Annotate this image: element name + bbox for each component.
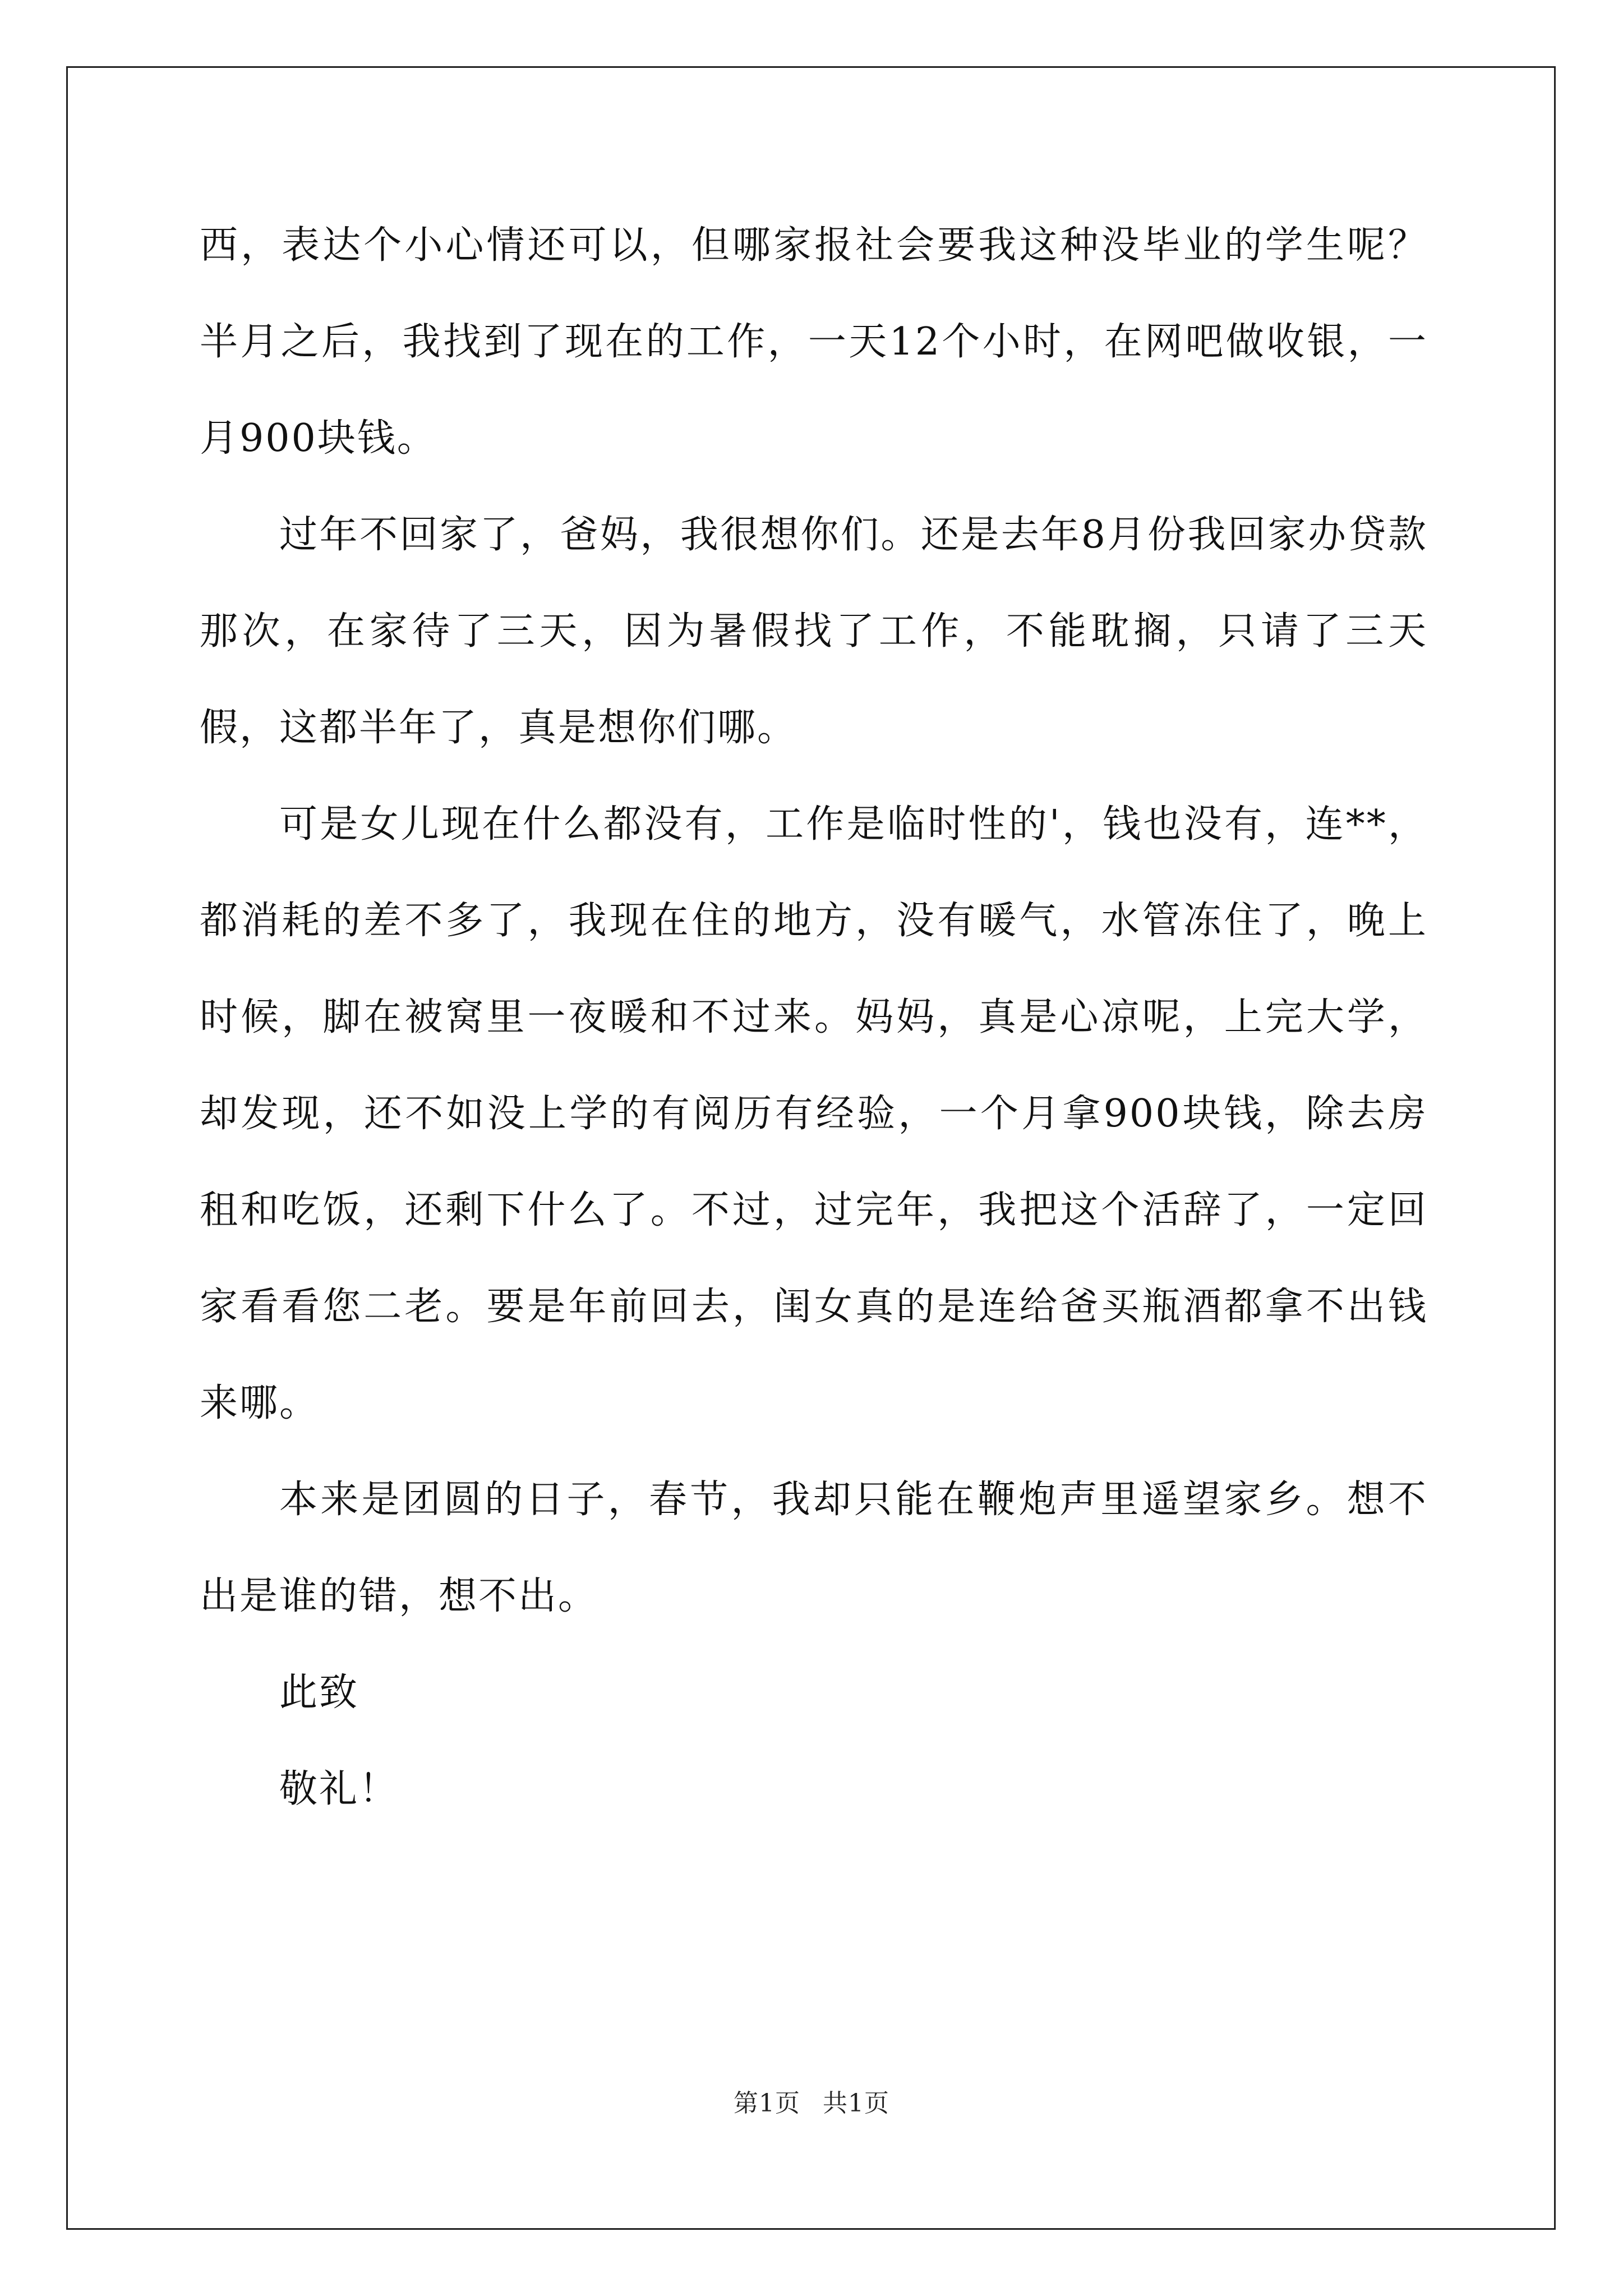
closing-salutation: 此致 <box>279 1671 359 1715</box>
paragraph-2: 过年不回家了，爸妈，我很想你们。还是去年8月份我回家办贷款那次，在家待了三天，因为暑假找了工作，不能耽搁，只请了三天假，这都半年了，真是想你们哪。 <box>200 513 1428 750</box>
page-number: 第1页 <box>734 2089 800 2118</box>
page-footer <box>0 2087 1623 2120</box>
paragraph-3: 可是女儿现在什么都没有，工作是临时性的'，钱也没有，连**，都消耗的差不多了，我现在住的地方，没有暖气，水管冻住了，晚上时候，脚在被窝里一夜暖和不过来。妈妈，真是心凉呢，上完大学，却发现，还不如没上学的有阅历有经验，一个月拿900块钱，除去房租和吃饭，还剩下什么了。不过，过完年，我把这个活辞了，一定回家看看您二老。要是年前回去，闺女真的是连给爸买瓶酒都拿不出钱来哪。 <box>200 802 1428 1425</box>
paragraph-4: 本来是团圆的日子，春节，我却只能在鞭炮声里遥望家乡。想不出是谁的错，想不出。 <box>200 1478 1428 1618</box>
closing-regards: 敬礼！ <box>279 1767 399 1811</box>
paragraph-1: 西，表达个小心情还可以，但哪家报社会要我这种没毕业的学生呢？半月之后，我找到了现在的工作，一天12个小时，在网吧做收银，一月900块钱。 <box>200 223 1428 461</box>
page-total: 共1页 <box>823 2089 889 2118</box>
document-body <box>200 197 1428 1838</box>
